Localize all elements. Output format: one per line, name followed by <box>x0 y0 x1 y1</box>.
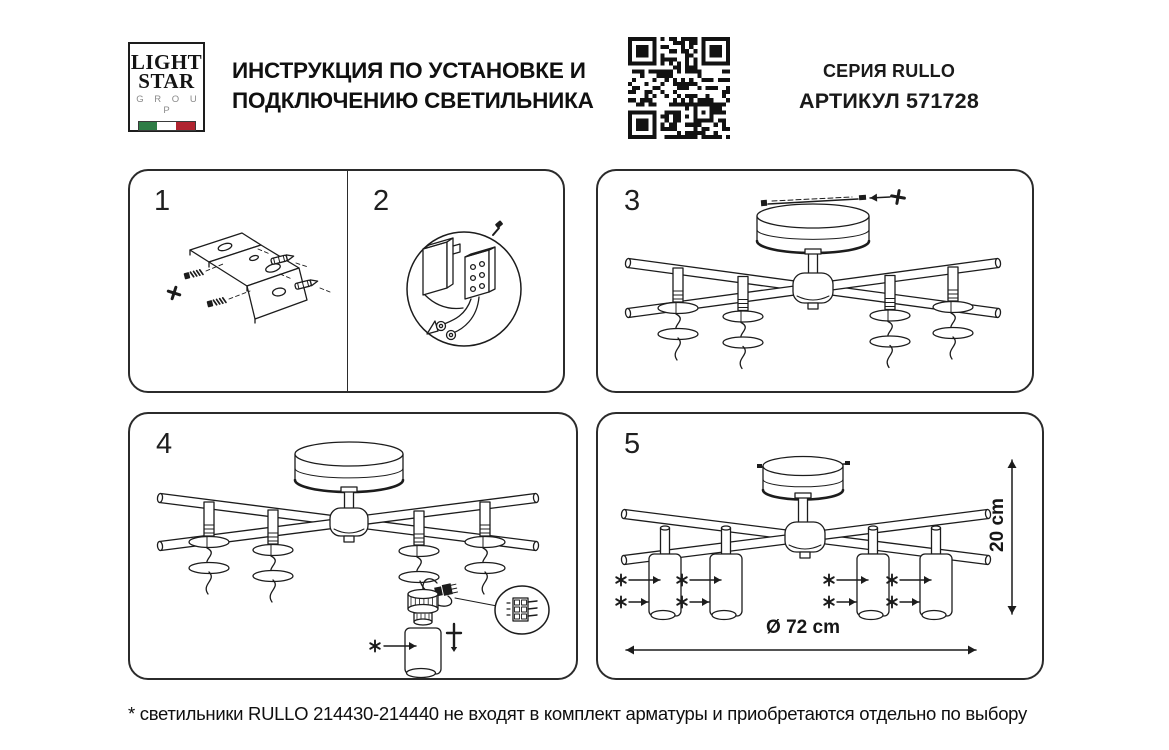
dimension-width-label: Ø 72 cm <box>766 617 840 638</box>
width-dimension-arrow <box>626 646 976 655</box>
ceiling-canopy <box>757 204 869 253</box>
asterisk-marker <box>616 597 626 608</box>
lamp-holder-drop <box>723 277 763 369</box>
cylindrical-shade <box>710 526 742 620</box>
ceiling-canopy <box>295 442 403 492</box>
terminal-detail-circle <box>495 586 549 634</box>
product-info <box>779 61 999 114</box>
page-title <box>232 56 632 116</box>
flag-white-segment <box>157 122 176 130</box>
screw-icon <box>207 297 227 308</box>
logo-word-light: LIGHT <box>130 50 203 74</box>
screw-icon <box>184 269 204 280</box>
panel-number-2: 2 <box>373 185 390 217</box>
cylindrical-shade <box>920 526 952 620</box>
asterisk-marker <box>370 641 380 652</box>
center-stem <box>341 487 357 509</box>
lamp-holder-drop <box>465 502 505 594</box>
asterisk-marker <box>824 597 834 608</box>
title-line-2: ПОДКЛЮЧЕНИЮ СВЕТИЛЬНИКА <box>232 88 594 113</box>
footnote: * светильники RULLO 214430-214440 не входят в комплект арматуры и приобретаются отдельно по выбору <box>128 703 1027 724</box>
panel-3-box <box>596 169 1034 393</box>
asterisk-marker <box>616 575 626 586</box>
lamp-holder-drop <box>399 511 439 583</box>
socket-connection-diagram <box>130 414 576 678</box>
flag-red-segment <box>176 122 195 130</box>
arms-assembly-diagram <box>598 171 1032 391</box>
center-hub <box>785 522 825 558</box>
asterisk-marker <box>824 575 834 586</box>
cylindrical-shade <box>405 628 441 678</box>
lamp-holder-drop <box>870 276 910 368</box>
italian-flag-stripe <box>138 121 196 131</box>
mounting-bracket-diagram <box>130 171 347 391</box>
title-line-1: ИНСТРУКЦИЯ ПО УСТАНОВКЕ И <box>232 58 586 83</box>
logo-word-star: STAR <box>138 69 195 93</box>
center-hub <box>793 273 833 309</box>
lamp-holder-drop <box>253 510 293 602</box>
panel-4-box <box>128 412 578 680</box>
screw-in-icon <box>447 624 461 652</box>
logo-word-group: G R O U P <box>136 94 201 116</box>
center-stem <box>795 493 811 524</box>
wiring-detail-diagram <box>347 171 565 391</box>
panel-1-2-box <box>128 169 565 393</box>
cylindrical-shade <box>649 526 681 620</box>
lamp-holder-drop <box>658 268 698 360</box>
panel-number-3: 3 <box>624 185 641 217</box>
panel-5-box <box>596 412 1044 680</box>
dimension-height-label: 20 cm <box>987 498 1008 552</box>
lamp-holder-drop <box>189 502 229 594</box>
panel-number-4: 4 <box>156 428 173 460</box>
screw-cross-icon <box>890 189 905 204</box>
series-label: СЕРИЯ RULLO <box>822 61 956 81</box>
lamp-socket <box>408 579 438 625</box>
flag-green-segment <box>139 122 158 130</box>
center-hub <box>330 508 368 542</box>
qr-code <box>628 37 730 139</box>
panel-number-1: 1 <box>154 185 171 217</box>
screw-cross-icon <box>166 285 181 300</box>
center-stem <box>805 249 821 275</box>
panel-number-5: 5 <box>624 428 641 460</box>
lightstar-logo <box>128 42 205 132</box>
article-label: АРТИКУЛ 571728 <box>799 89 979 113</box>
